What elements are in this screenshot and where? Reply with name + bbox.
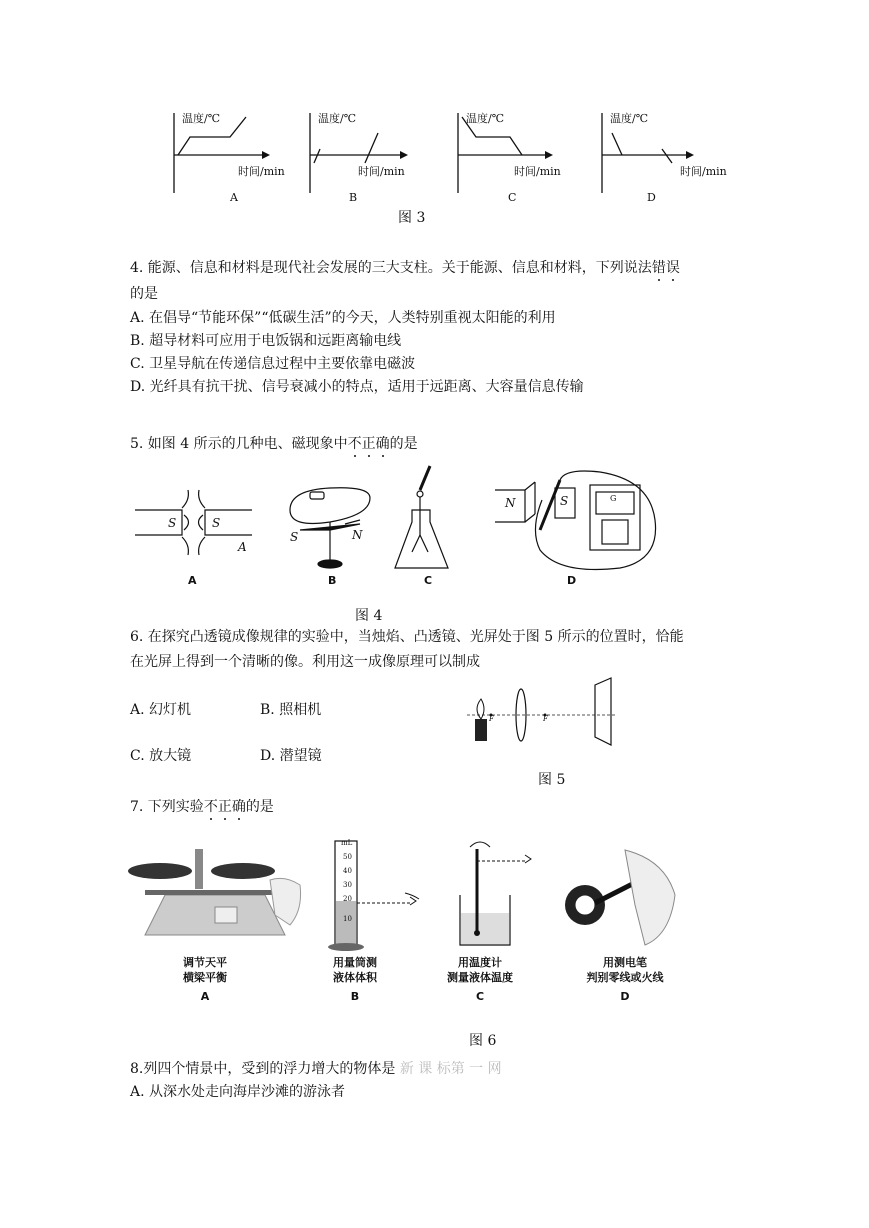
q4-option-d: D. 光纤具有抗干扰、信号衰减小的特点，适用于远距离、大容量信息传输 [130,379,584,395]
figure-4-drawing [130,460,670,590]
figure-5-caption: 图 5 [538,772,566,788]
fig4-d-induction [495,471,656,570]
fig4-letter-d: D [567,574,577,587]
q6-option-c: C. 放大镜 [130,748,192,764]
q5-stem [130,434,418,454]
fig4-letter-b: B [328,574,337,587]
q5-emphasis-2: 正 [361,436,376,452]
fig4-a-a-label: A [238,540,247,554]
fig6-b-label [315,955,395,1004]
figure-3 [150,105,750,215]
q5-emphasis-3: 确 [375,436,390,452]
fig6-c-letter: C [475,990,485,1003]
q4-line1 [130,258,680,278]
fig4-d-n-label: N [505,496,516,510]
figure-5 [465,675,625,750]
graph-b-ylabel: 温度/℃ [318,112,357,125]
cyl-tick-30: 30 [343,881,352,889]
q6-option-a: A. 幻灯机 [130,702,192,718]
fig6-d-letter: D [620,990,630,1003]
figure-6-drawing [125,835,685,955]
fig6-b-letter: B [350,990,360,1003]
q7-emphasis-2: 正 [217,799,232,815]
graph-c-xlabel: 时间/min [514,165,561,178]
q4-option-a: A. 在倡导“节能环保”“低碳生活”的今天，人类特别重视太阳能的利用 [130,310,556,326]
q4-option-c: C. 卫星导航在传递信息过程中主要依靠电磁波 [130,356,416,372]
graph-c-letter: C [508,191,517,204]
q6-line2: 在光屏上得到一个清晰的像。利用这一成像原理可以制成 [130,654,480,670]
fig6-a-letter: A [200,990,210,1003]
figure-6-caption: 图 6 [469,1033,497,1049]
q4-emphasis-1: 错 [651,260,666,276]
figure-5-drawing [465,675,625,750]
fig4-a-s-left: S [168,516,177,530]
fig6-a-line1: 调节天平 [183,956,227,969]
q4-emphasis-2: 误 [665,260,680,276]
q5-stem-text: 5. 如图 4 所示的几种电、磁现象中 [130,436,348,452]
graph-b-xlabel: 时间/min [358,165,405,178]
graph-a-xlabel: 时间/min [238,165,285,178]
cyl-tick-20: 20 [343,895,352,903]
fig6-c-thermometer [460,842,531,945]
graph-c-ylabel: 温度/℃ [466,112,505,125]
watermark: 新 课 标第 一 网 [399,1061,502,1077]
fig6-a-label [165,955,245,1004]
q7-stem-end: 的是 [245,799,274,815]
graph-d-xlabel: 时间/min [680,165,727,178]
q4-option-b: B. 超导材料可应用于电饭锅和远距离输电线 [130,333,402,349]
q7-stem [130,797,274,817]
q7-emphasis-3: 确 [231,799,246,815]
q7-stem-text: 7. 下列实验 [130,799,204,815]
q5-stem-end: 的是 [389,436,418,452]
fig6-d-line1: 用测电笔 [603,956,647,969]
q7-emphasis-1: 不 [203,799,218,815]
q6-option-b: B. 照相机 [260,702,322,718]
q8-stem [130,1059,502,1079]
figure-3-caption: 图 3 [398,210,426,226]
graph-a-letter: A [230,191,238,204]
q8-option-a: A. 从深水处走向海岸沙滩的游泳者 [130,1084,346,1100]
fig6-c-line1: 用温度计 [458,956,502,969]
graph-b-letter: B [349,191,358,204]
q8-stem-text: 8.列四个情景中，受到的浮力增大的物体是 [130,1061,396,1077]
fig4-letter-a: A [188,574,197,587]
fig5-f-left: F [489,715,494,723]
cyl-tick-40: 40 [343,867,352,875]
fig4-b-s-label: S [290,530,299,544]
fig4-b-n-label: N [352,528,363,542]
fig4-a-magnets [135,490,252,555]
fig6-c-label [425,955,535,1004]
fig4-d-s-label: S [560,494,569,508]
fig6-b-cylinder [328,841,419,951]
fig4-letter-c: C [424,574,433,587]
fig6-a-balance [128,849,301,935]
fig6-d-line2: 判别零线或火线 [586,971,664,984]
fig6-b-line2: 液体体积 [333,971,377,984]
q5-emphasis-1: 不 [347,436,362,452]
figure-4-caption: 图 4 [355,608,383,624]
cyl-tick-ml: mL [341,839,353,847]
fig6-b-line1: 用量筒测 [333,956,377,969]
fig6-d-label [570,955,680,1004]
cyl-tick-50: 50 [343,853,352,861]
fig6-c-line2: 测量液体温度 [447,971,513,984]
fig4-d-g-label: G [610,494,617,503]
figure-4 [130,460,670,590]
fig6-d-test-pen [565,850,675,945]
fig4-a-s-right: S [212,516,221,530]
figure-3-graphs [150,105,750,215]
q6-line1: 6. 在探究凸透镜成像规律的实验中，当烛焰、凸透镜、光屏处于图 5 所示的位置时，恰能 [130,629,684,645]
graph-d-ylabel: 温度/℃ [610,112,649,125]
figure-6 [125,835,685,1005]
cyl-tick-10: 10 [343,915,352,923]
graph-a-ylabel: 温度/℃ [182,112,221,125]
fig4-c-electroscope [395,466,448,568]
fig6-a-line2: 横梁平衡 [183,971,227,984]
q4-line1-text: 4. 能源、信息和材料是现代社会发展的三大支柱。关于能源、信息和材料，下列说法 [130,260,652,276]
q6-option-d: D. 潜望镜 [260,748,322,764]
q4-line2: 的是 [130,286,158,302]
graph-d-letter: D [647,191,656,204]
fig5-f-right: F [543,715,548,723]
